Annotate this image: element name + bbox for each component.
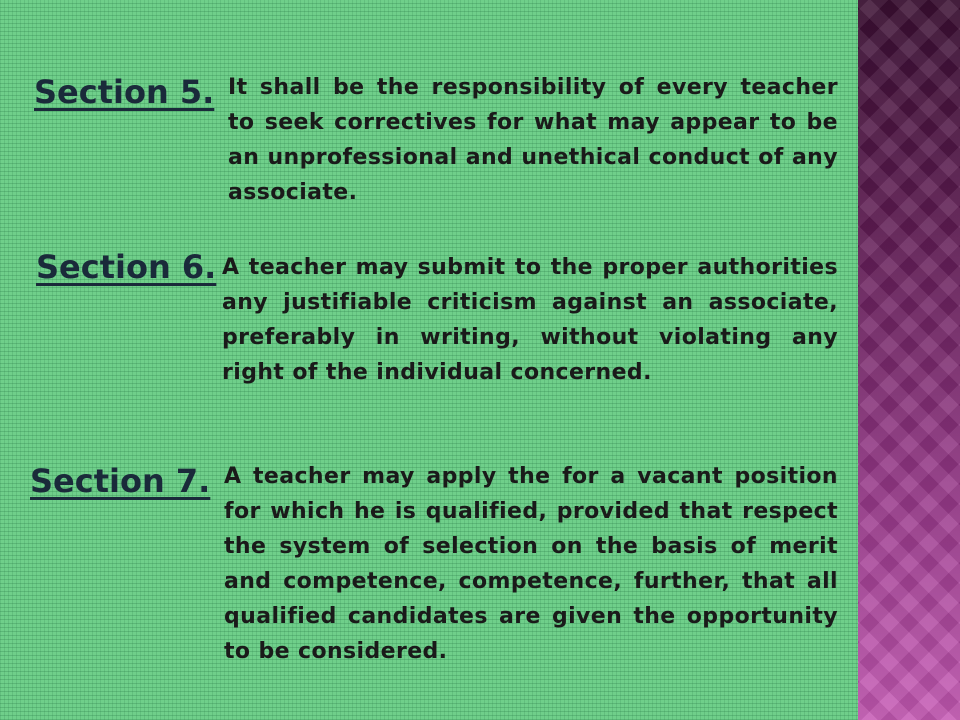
section-5-text: It shall be the responsibility of every teacher to seek correctives for what may appear to be an unprofessional and unethical conduct of any associate. — [228, 75, 838, 205]
section-6-heading: Section 6. — [36, 248, 217, 286]
section-7-text: A teacher may apply the for a vacant position for which he is qualified, provided that respect the system of selection on the basis of merit and competence, competence, further, that all qualified candidates are given the opportunity to be considered. — [224, 464, 838, 664]
section-7-heading: Section 7. — [30, 462, 211, 500]
section-5-heading: Section 5. — [34, 73, 215, 111]
section-6-text: A teacher may submit to the proper authorities any justifiable criticism against an associate, preferably in writing, without violating any right of the individual concerned. — [222, 255, 838, 385]
decorative-side-panel — [858, 0, 960, 720]
